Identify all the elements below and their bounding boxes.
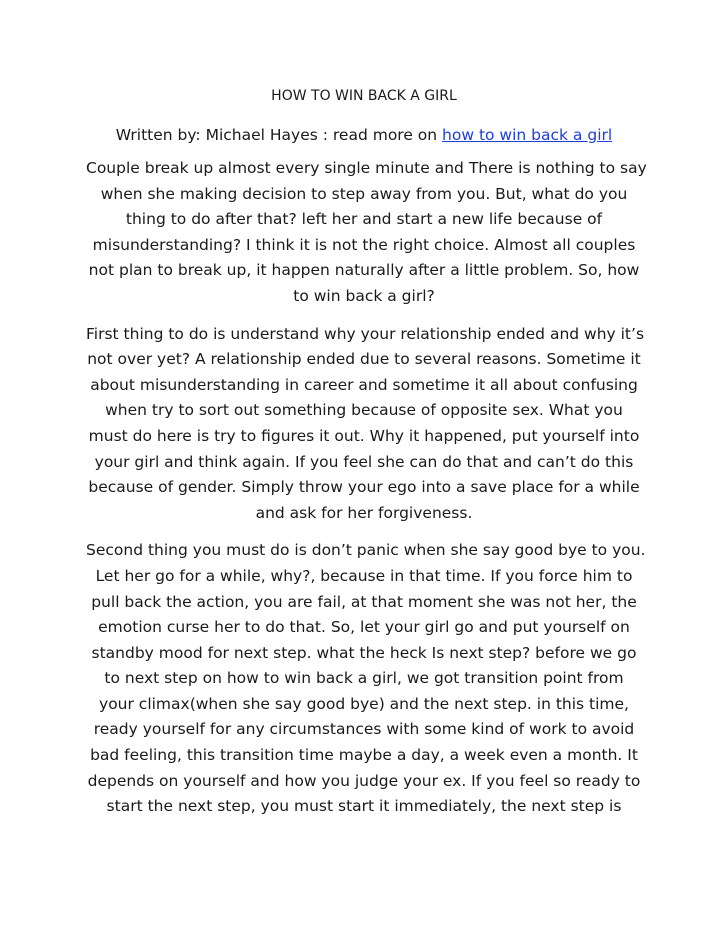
paragraph-line: misunderstanding? I think it is not the right choice. Almost all couples [92,235,636,254]
paragraph-line: when she making decision to step away from you. But, what do you [100,184,628,203]
paragraph-line: First thing to do is understand why your relationship ended and why it’s [86,324,645,343]
paragraph-line: to next step on how to win back a girl, we got transition point from [104,669,624,688]
paragraph-line: ready yourself for any circumstances with some kind of work to avoid [93,720,635,739]
paragraph-line: about misunderstanding in career and sometime it all about confusing [90,375,638,394]
paragraph [86,538,646,820]
document-title: HOW TO WIN BACK A GIRL [271,88,457,104]
paragraph-line: not over yet? A relationship ended due to several reasons. Sometime it [87,350,641,369]
paragraph-line: and ask for her forgiveness. [255,503,473,522]
paragraph-line: because of gender. Simply throw your ego into a save place for a while [88,478,640,497]
paragraph-line: to win back a girl? [293,286,435,305]
paragraph-line: depends on yourself and how you judge your ex. If you feel so ready to [87,771,641,790]
paragraph [86,156,647,310]
document-body [86,156,647,820]
read-more-link[interactable]: how to win back a girl [442,126,613,144]
paragraph-line: Couple break up almost every single minute and There is nothing to say [86,159,647,177]
paragraph-line: thing to do after that? left her and start a new life because of [125,210,603,229]
paragraph [86,322,645,527]
paragraph-line: your climax(when she say good bye) and the next step. in this time, [99,694,629,713]
paragraph-line: bad feeling, this transition time maybe a day, a week even a month. It [90,746,638,765]
paragraph-line: Second thing you must do is don’t panic when she say good bye to you. [86,541,646,560]
paragraph-line: not plan to break up, it happen naturally after a little problem. So, how [88,261,640,280]
paragraph-line: when try to sort out something because of opposite sex. What you [105,401,623,420]
paragraph-line: Let her go for a while, why?, because in that time. If you force him to [95,566,633,585]
paragraph-line: standby mood for next step. what the heck Is next step? before we go [91,643,637,662]
paragraph-line: your girl and think again. If you feel she can do that and can’t do this [94,452,634,471]
paragraph-line: must do here is try to figures it out. Why it happened, put yourself into [88,426,640,445]
paragraph-line: start the next step, you must start it immediately, the next step is [106,797,622,816]
byline-text: Written by: Michael Hayes : read more on [115,126,443,144]
byline [86,124,642,146]
paragraph-line: pull back the action, you are fail, at that moment she was not her, the [91,592,637,611]
paragraph-line: emotion curse her to do that. So, let your girl go and put yourself on [98,618,630,637]
